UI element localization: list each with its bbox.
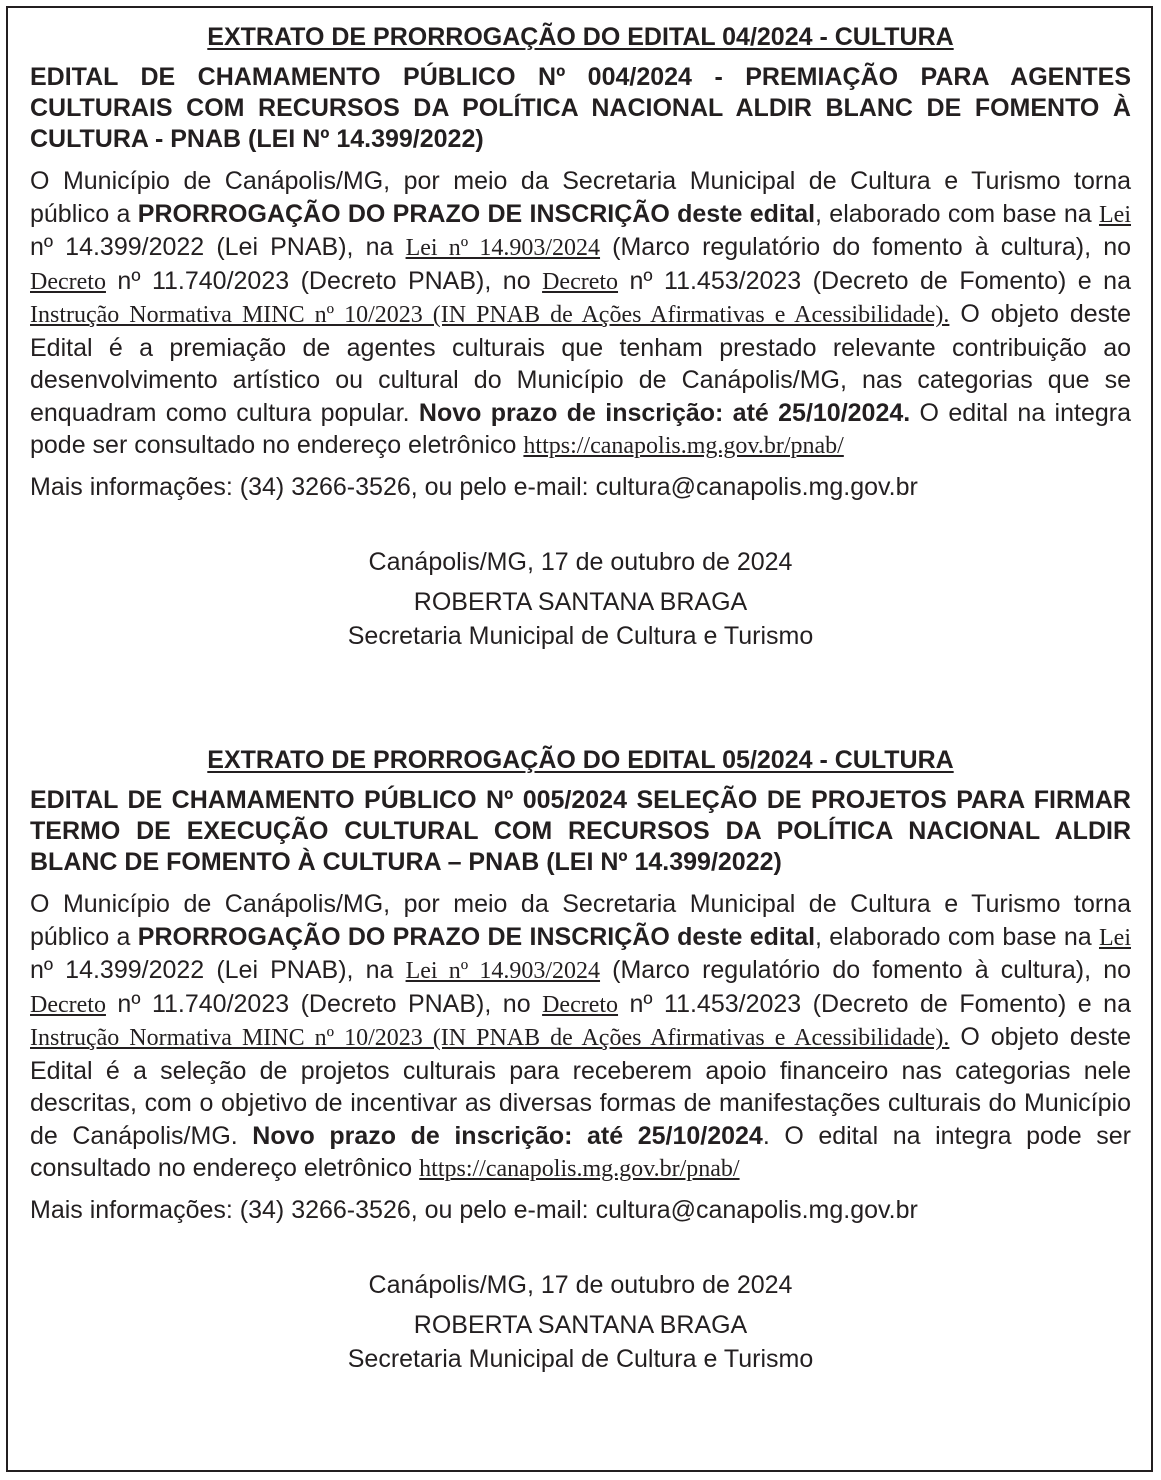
signer-role: Secretaria Municipal de Cultura e Turismo [347, 1344, 814, 1373]
decreto-link[interactable]: Decreto [30, 991, 106, 1018]
notice-title: EXTRATO DE PRORROGAÇÃO DO EDITAL 05/2024 - CULTURA [207, 746, 954, 774]
body-object: O objeto deste Edital é a premiação de agentes culturais que tenham prestado relevante contribuição ao desenvolvimento artístico ou cultural do Município de Canápolis/MG, nas categorias que se enquadram como cultura popular. [30, 300, 1131, 427]
body-text: . O edital na integra pode ser consultado no endereço eletrônico [30, 1121, 1131, 1182]
body-bold-prorrogacao: PRORROGAÇÃO DO PRAZO DE INSCRIÇÃO deste edital [137, 199, 816, 228]
body-object: O objeto deste Edital é a seleção de projetos culturais para receberem apoio financeiro nas categorias nele descritas, com o objetivo de incentivar as diversas formas de manifestações culturais do Município de Canápolis/MG. [30, 1023, 1131, 1150]
body-intro: O Município de Canápolis/MG, por meio da Secretaria Municipal de Cultura e Turismo torna público a [30, 167, 1131, 228]
body-text: nº 14.399/2022 (Lei PNAB), na [30, 233, 406, 261]
body-text: , elaborado com base na [815, 922, 1100, 951]
body-text: nº 11.453/2023 (Decreto de Fomento) e na [618, 989, 1131, 1018]
decreto-link[interactable]: Decreto [542, 268, 619, 295]
body-text: , elaborado com base na [815, 199, 1100, 228]
body-intro: O Município de Canápolis/MG, por meio da Secretaria Municipal de Cultura e Turismo torna público a [30, 890, 1131, 951]
edital-url-link[interactable]: https://canapolis.mg.gov.br/pnab/ [523, 433, 844, 459]
new-deadline: Novo prazo de inscrição: até 25/10/2024. [418, 398, 911, 427]
signer-name: ROBERTA SANTANA BRAGA [413, 1310, 748, 1339]
body-text: O edital na integra pode ser consultado no endereço eletrônico [30, 398, 1131, 459]
notice-heading: EDITAL DE CHAMAMENTO PÚBLICO Nº 004/2024 - PREMIAÇÃO PARA AGENTES CULTURAIS COM RECURSOS DA POLÍTICA NACIONAL ALDIR BLANC DE FOMENTO À CULTURA - PNAB (LEI Nº 14.399/2022) [30, 63, 1131, 153]
contact-info: Mais informações: (34) 3266-3526, ou pelo e-mail: cultura@canapolis.mg.gov.br [30, 1195, 918, 1224]
lei-link[interactable]: Lei [1099, 924, 1131, 951]
place-date: Canápolis/MG, 17 de outubro de 2024 [368, 547, 793, 576]
body-text: nº 11.740/2023 (Decreto PNAB), no [105, 989, 543, 1018]
body-text: (Marco regulatório do fomento à cultura), no [600, 956, 1132, 984]
decreto-link[interactable]: Decreto [542, 991, 619, 1018]
lei-14903-link[interactable]: Lei nº 14.903/2024 [405, 235, 601, 261]
body-bold-prorrogacao: PRORROGAÇÃO DO PRAZO DE INSCRIÇÃO deste edital [137, 922, 816, 951]
notice-edital-04 [30, 22, 1131, 653]
notice-body [30, 165, 1131, 463]
new-deadline: Novo prazo de inscrição: até 25/10/2024 [252, 1121, 763, 1150]
notice-edital-05 [30, 745, 1131, 1376]
decreto-link[interactable]: Decreto [30, 268, 106, 295]
body-text: nº 11.740/2023 (Decreto PNAB), no [105, 266, 543, 295]
notice-body [30, 888, 1131, 1186]
body-text: nº 14.399/2022 (Lei PNAB), na [30, 956, 406, 984]
notice-title: EXTRATO DE PRORROGAÇÃO DO EDITAL 04/2024 - CULTURA [207, 23, 954, 51]
notice-heading: EDITAL DE CHAMAMENTO PÚBLICO Nº 005/2024 SELEÇÃO DE PROJETOS PARA FIRMAR TERMO DE EXECUÇÃO CULTURAL COM RECURSOS DA POLÍTICA NACIONAL ALDIR BLANC DE FOMENTO À CULTURA – PNAB (LEI Nº 14.399/2022) [30, 786, 1131, 876]
place-date: Canápolis/MG, 17 de outubro de 2024 [368, 1270, 793, 1299]
signer-role: Secretaria Municipal de Cultura e Turismo [347, 621, 814, 650]
body-text: nº 11.453/2023 (Decreto de Fomento) e na [618, 266, 1131, 295]
lei-link[interactable]: Lei [1099, 201, 1131, 228]
signer-name: ROBERTA SANTANA BRAGA [413, 587, 748, 616]
instrucao-normativa-link[interactable]: Instrução Normativa MINC nº 10/2023 (IN PNAB de Ações Afirmativas e Acessibilidade). [30, 1025, 950, 1051]
edital-url-link[interactable]: https://canapolis.mg.gov.br/pnab/ [419, 1156, 740, 1182]
body-text: (Marco regulatório do fomento à cultura), no [600, 233, 1132, 261]
contact-info: Mais informações: (34) 3266-3526, ou pelo e-mail: cultura@canapolis.mg.gov.br [30, 472, 918, 501]
lei-14903-link[interactable]: Lei nº 14.903/2024 [405, 958, 601, 984]
instrucao-normativa-link[interactable]: Instrução Normativa MINC nº 10/2023 (IN PNAB de Ações Afirmativas e Acessibilidade). [30, 302, 950, 328]
